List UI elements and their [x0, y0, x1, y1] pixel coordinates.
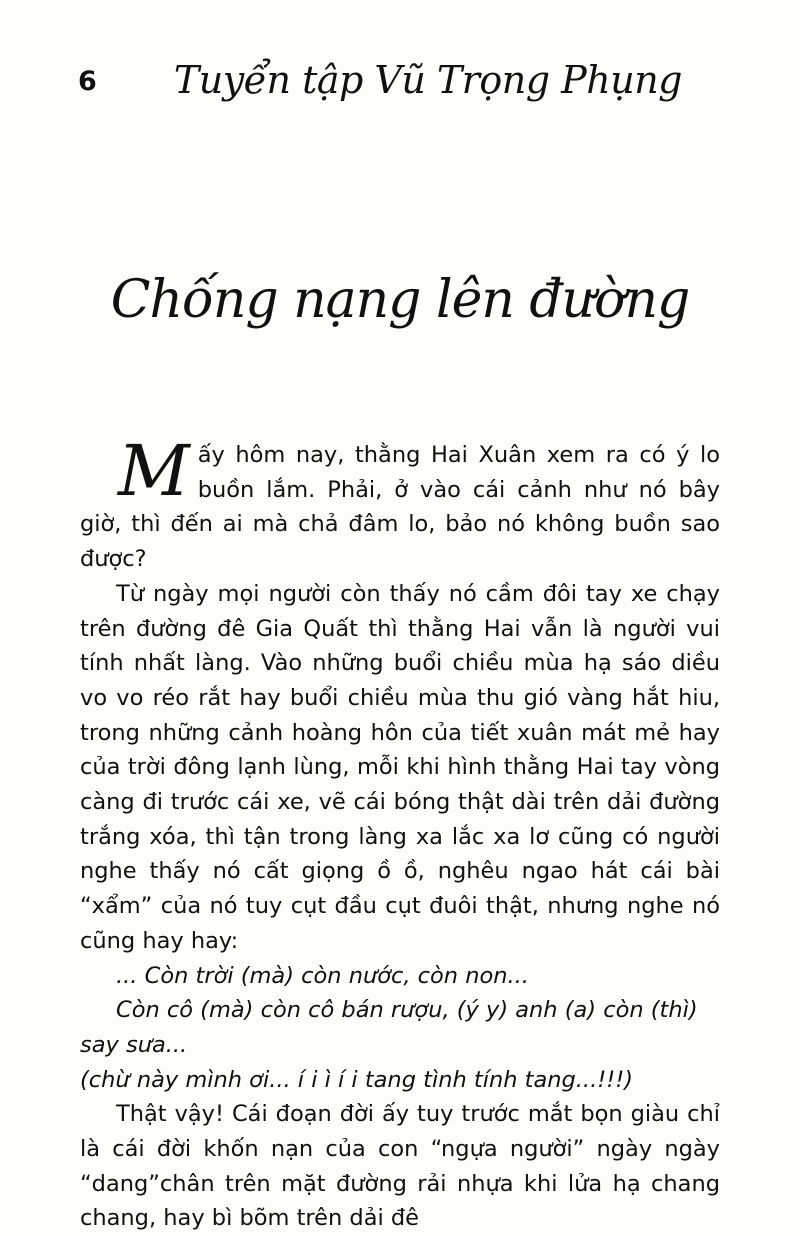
body-text	[80, 430, 720, 1236]
page-number: 6	[78, 66, 97, 97]
paragraph-2: Từ ngày mọi người còn thấy nó cầm đôi tay xe chạy trên đường đê Gia Quất thì thằng Hai vẫn là người vui tính nhất làng. Vào những buổi chiều mùa hạ sáo diều vo vo réo rắt hay buổi chiều mùa thu gió vàng hắt hiu, trong những cảnh hoàng hôn của tiết xuân mát mẻ hay của trời đông lạnh lùng, mỗi khi hình thằng Hai tay vòng càng đi trước cái xe, vẽ cái bóng thật dài trên dải đường trắng xóa, thì tận trong làng xa lắc xa lơ cũng có người nghe thấy nó cất giọng ồ ồ, nghêu ngao hát cái bài “xẩm” của nó tuy cụt đầu cụt đuôi thật, nhưng nghe nó cũng hay hay:	[80, 580, 720, 954]
verse-line-2: Còn cô (mà) còn cô bán rượu, (ý y) anh (a) còn (thì) say sưa...	[80, 997, 698, 1058]
paragraph-3: Thật vậy! Cái đoạn đời ấy tuy trước mắt bọn giàu chỉ là cái đời khốn nạn của con “ngựa người” ngày ngày “dang”chân trên mặt đường rải nhựa khi lửa hạ chang chang, hay bì bõm trên dải đê	[80, 1101, 720, 1232]
verse-line-3-text: (chừ này mình ơi... í i ì í i tang tình tính tang...!!!)	[80, 1066, 634, 1093]
paragraph-1	[80, 430, 720, 577]
verse-line-1: ... Còn trời (mà) còn nước, còn non...	[116, 962, 529, 989]
verse-line-3	[80, 1063, 720, 1098]
drop-cap: M	[118, 430, 190, 512]
paragraph-1-text: ấy hôm nay, thằng Hai Xuân xem ra có ý lo buồn lắm. Phải, ở vào cái cảnh như nó bây giờ, thì đến ai mà chả đâm lo, bảo nó không buồn sao được?	[80, 442, 720, 573]
chapter-title: Chống nạng lên đường	[110, 270, 690, 330]
running-title: Tuyển tập Vũ Trọng Phụng	[173, 58, 682, 102]
